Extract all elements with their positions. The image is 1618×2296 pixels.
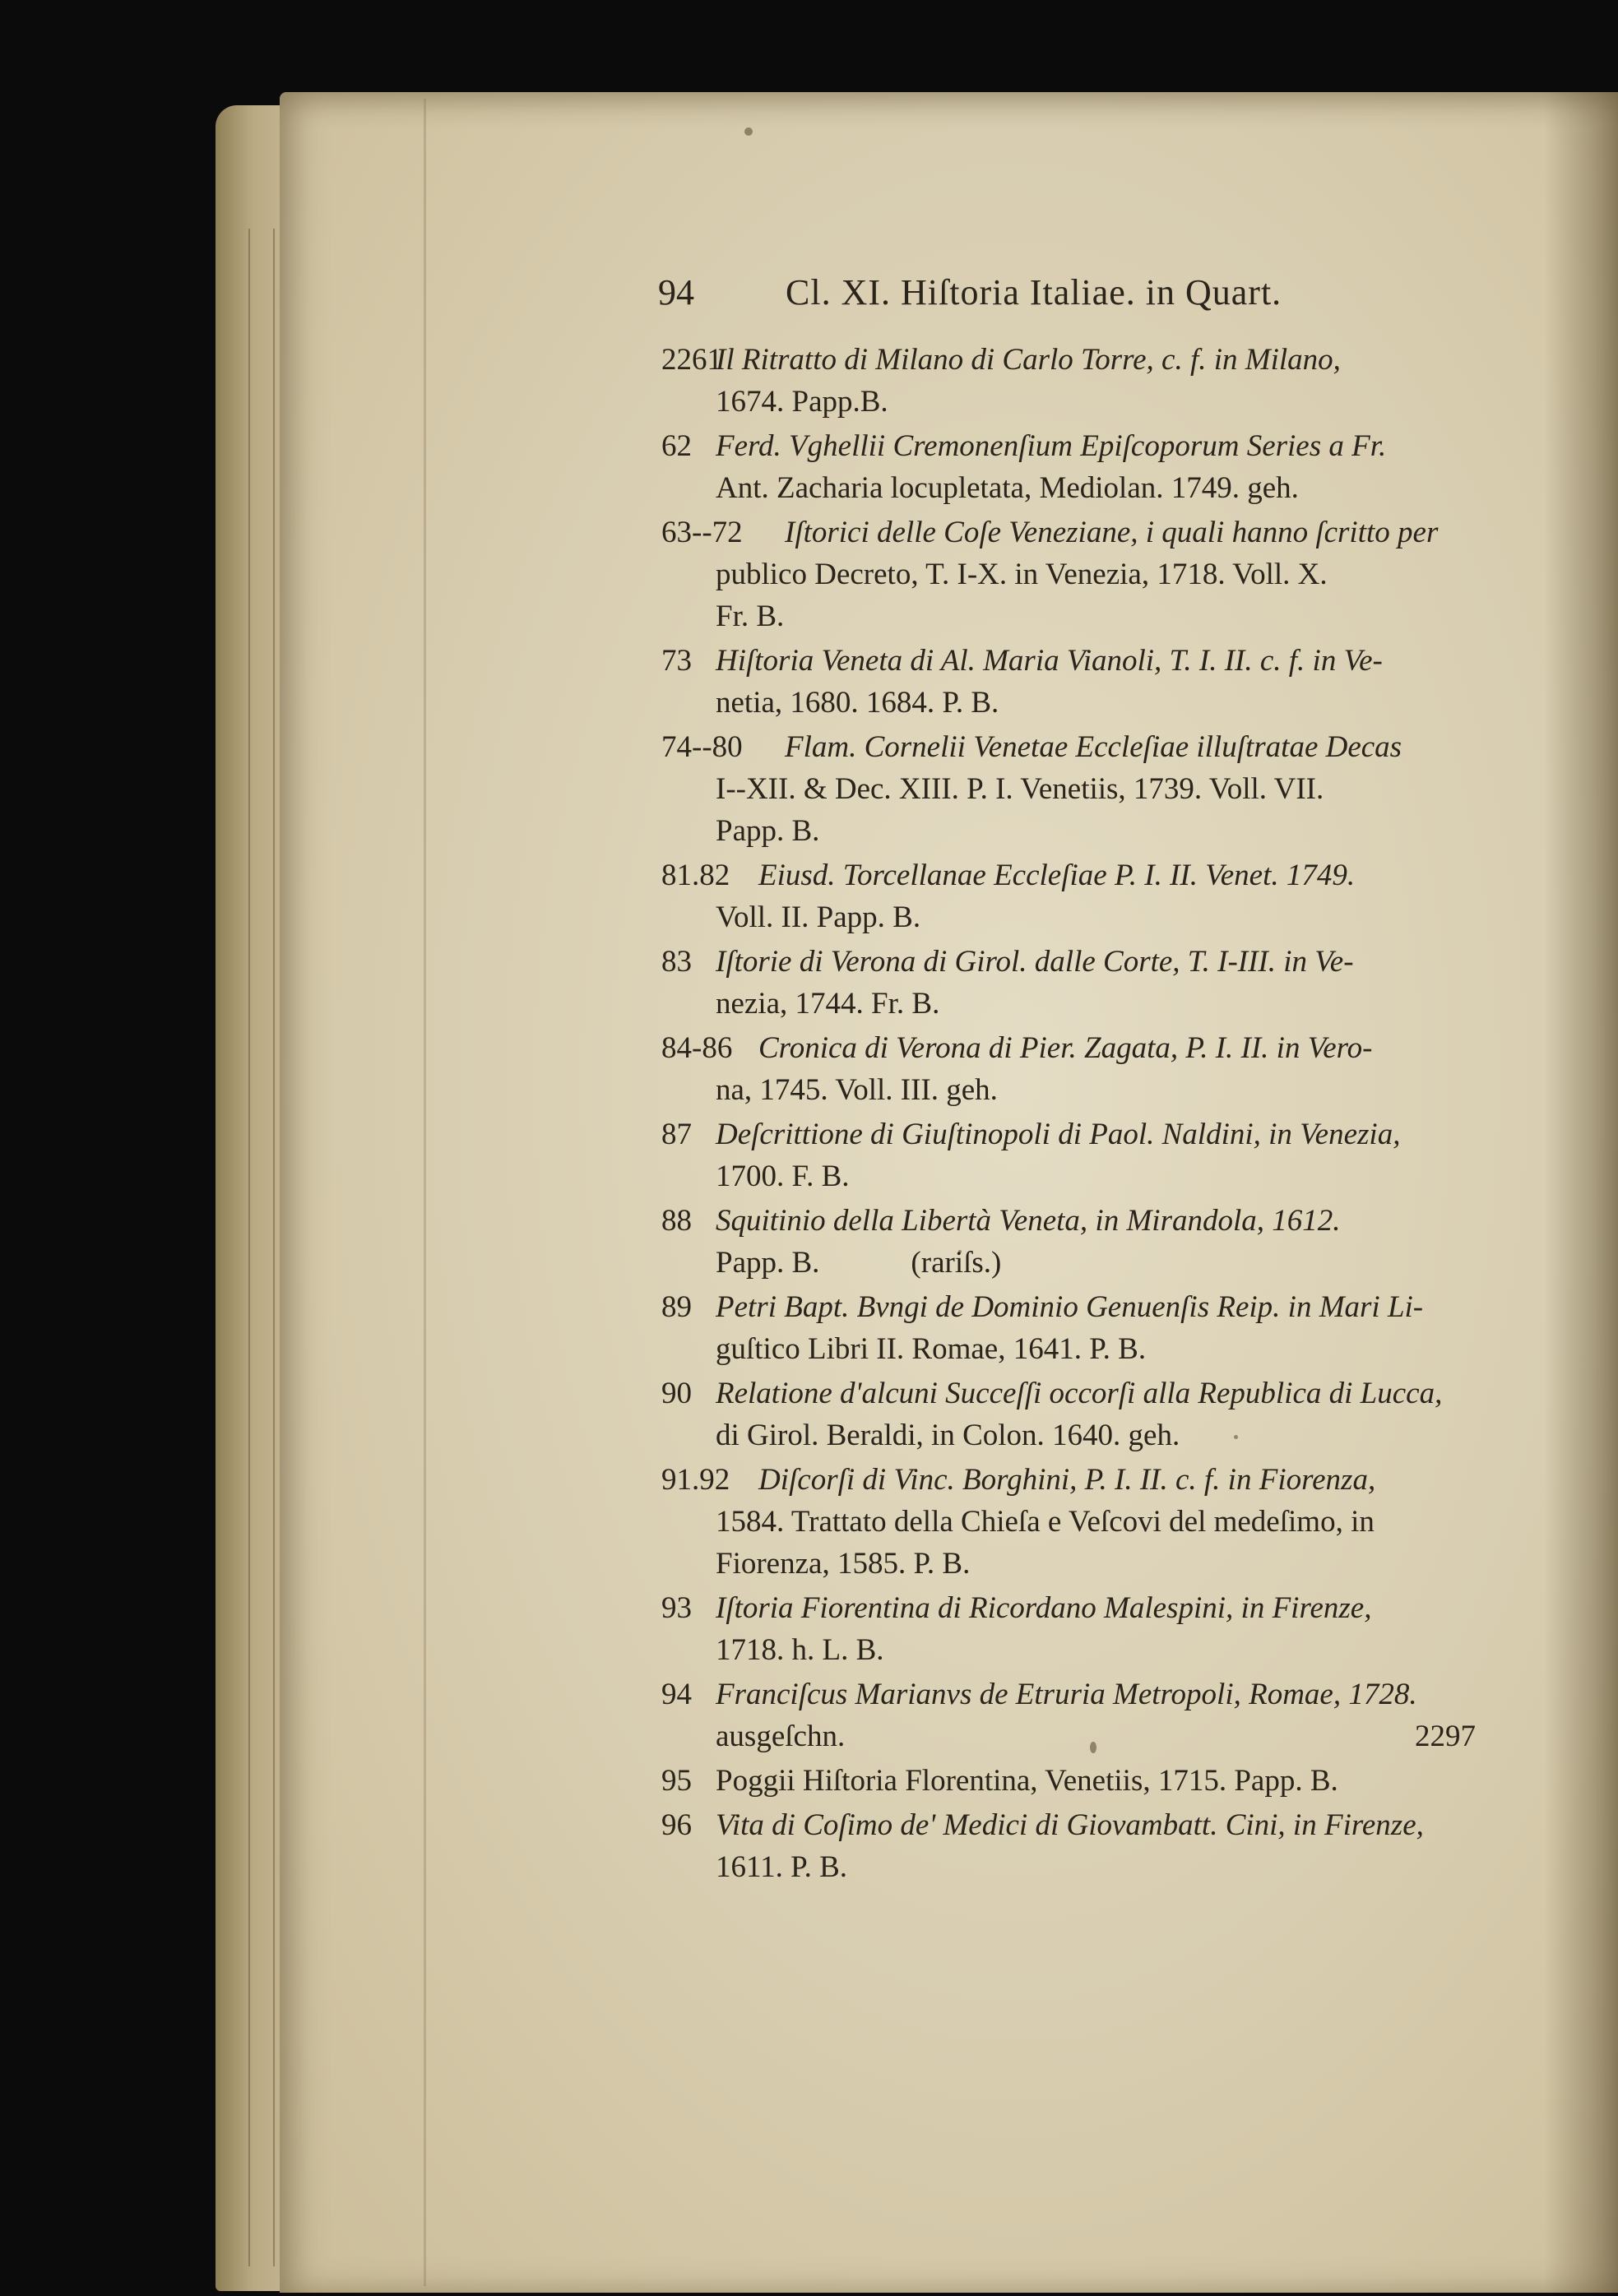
entry-line: na, 1745. Voll. III. geh.	[716, 1073, 998, 1107]
entry-line: Iſtorie di Verona di Girol. dalle Corte, T. I-III. in Ve-	[716, 945, 1354, 979]
catalogue-entry	[661, 1673, 1492, 1757]
entry-line: Fiorenza, 1585. P. B.	[716, 1547, 971, 1581]
entry-number: 81.82	[661, 859, 730, 892]
catalogue-entry	[661, 1760, 1492, 1802]
entry-line: 1611. P. B.	[716, 1850, 848, 1884]
entry-line: Ferd. Vghellii Cremonenſium Epiſcoporum Series a Fr.	[716, 429, 1387, 463]
entry-number: 84-86	[661, 1031, 733, 1065]
catchword: 2297	[1415, 1720, 1476, 1753]
catalogue-entry	[661, 1200, 1492, 1284]
entry-number: 88	[661, 1204, 692, 1238]
entry-line: Papp. B.	[716, 814, 820, 848]
page-header	[658, 271, 1481, 321]
entry-line: Cronica di Verona di Pier. Zagata, P. I. II. in Vero-	[758, 1031, 1373, 1065]
entry-line: di Girol. Beraldi, in Colon. 1640. geh.	[716, 1419, 1180, 1452]
entry-line: Fr. B.	[716, 599, 785, 633]
catalogue-entry	[661, 854, 1492, 938]
entry-line: Hiſtoria Veneta di Al. Maria Vianoli, T. I. II. c. f. in Ve-	[716, 644, 1383, 678]
entry-line: Ant. Zacharia locupletata, Mediolan. 1749. geh.	[716, 471, 1299, 505]
entry-number: 83	[661, 945, 692, 979]
catalogue-entry	[661, 1286, 1492, 1370]
entry-line: 1718. h. L. B.	[716, 1633, 884, 1667]
entry-number: 87	[661, 1118, 692, 1151]
entry-number: 95	[661, 1764, 692, 1798]
entry-number: 62	[661, 429, 692, 463]
entry-number: 91.92	[661, 1463, 730, 1497]
catalogue-entry	[661, 1804, 1492, 1888]
entry-number: 63--72	[661, 516, 743, 549]
catalogue-entry	[661, 1459, 1492, 1585]
entry-line: Iſtoria Fiorentina di Ricordano Malespini, in Firenze,	[716, 1591, 1372, 1625]
entry-line: Squitinio della Libertà Veneta, in Mirandola, 1612.	[716, 1204, 1341, 1238]
entry-number: 96	[661, 1808, 692, 1842]
entry-line: Deſcrittione di Giuſtinopoli di Paol. Naldini, in Venezia,	[716, 1118, 1401, 1151]
entry-line: Relatione d'alcuni Succeſſi occorſi alla Republica di Lucca,	[716, 1377, 1443, 1410]
catalogue-entry	[661, 640, 1492, 724]
entry-number: 2261	[661, 343, 722, 377]
spine-shadow	[1544, 92, 1618, 2293]
entry-line: Iſtorici delle Coſe Veneziane, i quali hanno ſcritto per	[785, 516, 1439, 549]
entry-line: Il Ritratto di Milano di Carlo Torre, c. f. in Milano,	[716, 343, 1341, 377]
entry-line: I--XII. & Dec. XIII. P. I. Venetiis, 1739. Voll. VII.	[716, 772, 1324, 806]
entry-line: 1584. Trattato della Chieſa e Veſcovi del medeſimo, in	[716, 1505, 1375, 1539]
entry-line: Diſcorſi di Vinc. Borghini, P. I. II. c. f. in Fiorenza,	[758, 1463, 1376, 1497]
entry-line: Eiusd. Torcellanae Eccleſiae P. I. II. Venet. 1749.	[758, 859, 1356, 892]
entry-line: nezia, 1744. Fr. B.	[716, 987, 940, 1021]
catalogue-entry	[661, 512, 1492, 637]
entry-number: 93	[661, 1591, 692, 1625]
catalogue-entry	[661, 1373, 1492, 1456]
catalogue-entry	[661, 1113, 1492, 1197]
entry-number: 89	[661, 1290, 692, 1324]
entry-line: Papp. B. (rariſs.)	[716, 1246, 1002, 1280]
entry-line: ausgeſchn.	[716, 1720, 846, 1753]
entry-number: 73	[661, 644, 692, 678]
entry-number: 74--80	[661, 730, 743, 764]
entry-line: Flam. Cornelii Venetae Eccleſiae illuſtratae Decas	[785, 730, 1402, 764]
catalogue-entry	[661, 941, 1492, 1025]
catalogue-entry	[661, 1587, 1492, 1671]
entry-line: Voll. II. Papp. B.	[716, 900, 921, 934]
entry-line: Poggii Hiſtoria Florentina, Venetiis, 1715. Papp. B.	[716, 1764, 1338, 1798]
entry-line: Franciſcus Marianvs de Etruria Metropoli, Romae, 1728.	[716, 1678, 1417, 1711]
entry-line: Petri Bapt. Bvngi de Dominio Genuenſis Reip. in Mari Li-	[716, 1290, 1424, 1324]
running-title: Cl. XI. Hiſtoria Italiae. in Quart.	[786, 272, 1282, 312]
catalogue-entry	[661, 339, 1492, 423]
entry-number: 90	[661, 1377, 692, 1410]
catalogue-entries	[661, 339, 1492, 1891]
entry-line: Vita di Coſimo de' Medici di Giovambatt. Cini, in Firenze,	[716, 1808, 1424, 1842]
entry-line: netia, 1680. 1684. P. B.	[716, 686, 999, 720]
catalogue-entry	[661, 1027, 1492, 1111]
entry-line: 1700. F. B.	[716, 1160, 850, 1193]
page-number: 94	[658, 272, 694, 312]
entry-line: guſtico Libri II. Romae, 1641. P. B.	[716, 1332, 1147, 1366]
catalogue-entry	[661, 425, 1492, 509]
catalogue-entry	[661, 726, 1492, 852]
page-fold	[424, 99, 426, 2286]
entry-line: publico Decreto, T. I-X. in Venezia, 1718. Voll. X.	[716, 558, 1328, 591]
entry-line: 1674. Papp.B.	[716, 385, 888, 419]
entry-number: 94	[661, 1678, 692, 1711]
